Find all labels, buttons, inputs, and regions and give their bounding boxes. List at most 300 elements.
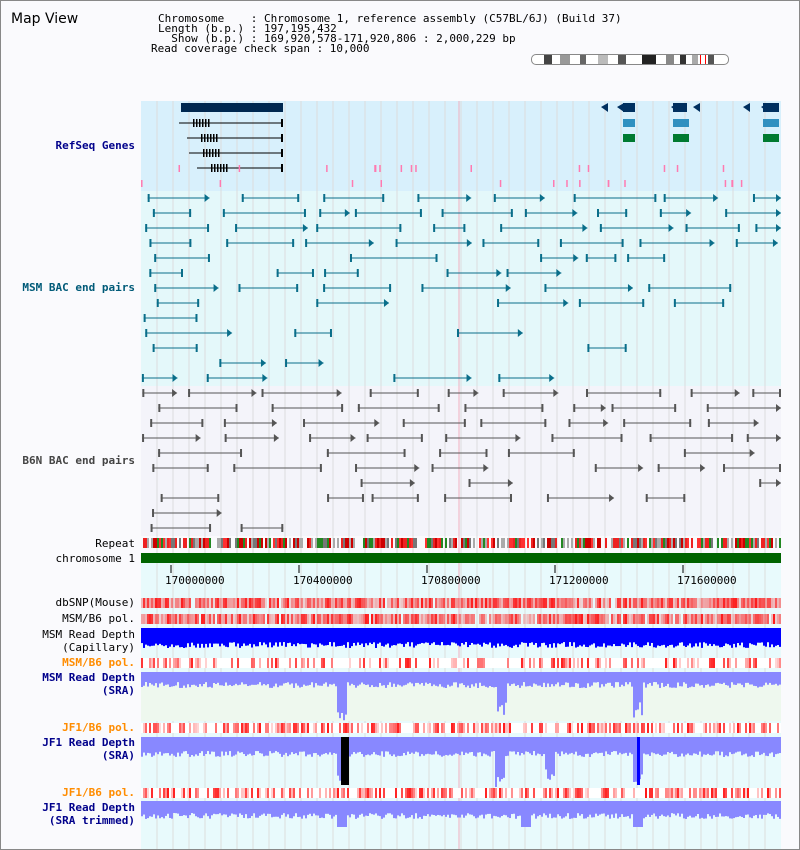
repeat-block xyxy=(585,538,587,548)
depth-bar xyxy=(553,628,555,643)
msm-bac-pair-end xyxy=(537,239,539,247)
polymorphism-cell xyxy=(257,598,259,608)
polymorphism-cell xyxy=(309,598,311,608)
depth-bar xyxy=(165,737,167,753)
repeat-block xyxy=(571,538,573,548)
depth-bar xyxy=(753,672,755,686)
msm-depth-sra-sublabel: (SRA) xyxy=(101,684,135,697)
depth-bar xyxy=(227,672,229,686)
repeat-block xyxy=(415,538,417,548)
polymorphism-cell xyxy=(213,788,215,798)
polymorphism-cell xyxy=(449,614,451,624)
depth-bar xyxy=(207,737,209,751)
depth-bar xyxy=(553,737,555,776)
depth-bar xyxy=(421,801,423,819)
polymorphism-cell xyxy=(277,614,279,624)
polymorphism-cell xyxy=(735,598,737,608)
msm-bac-pair-end xyxy=(725,209,727,217)
depth-bar xyxy=(739,628,741,645)
depth-bar xyxy=(239,628,241,648)
depth-bar xyxy=(637,628,639,646)
polymorphism-cell xyxy=(217,788,219,798)
depth-bar xyxy=(243,628,245,643)
polymorphism-cell xyxy=(341,598,343,608)
polymorphism-cell xyxy=(481,723,483,733)
depth-bar xyxy=(199,801,201,818)
depth-bar xyxy=(187,737,189,754)
repeat-block xyxy=(309,538,311,548)
depth-bar xyxy=(417,737,419,752)
b6n-bac-pair-end xyxy=(142,389,144,397)
depth-bar xyxy=(455,628,457,644)
depth-bar xyxy=(479,672,481,683)
polymorphism-cell xyxy=(315,723,317,733)
polymorphism-cell xyxy=(401,788,403,798)
refseq-tick xyxy=(471,165,473,172)
msm-bac-pair-end xyxy=(574,194,576,202)
repeat-block xyxy=(665,538,667,548)
repeat-block xyxy=(185,538,187,548)
depth-bar xyxy=(769,628,771,647)
refseq-tick xyxy=(401,165,403,172)
polymorphism-cell xyxy=(405,788,407,798)
polymorphism-cell xyxy=(301,658,303,668)
depth-bar xyxy=(183,801,185,815)
depth-bar xyxy=(567,672,569,683)
polymorphism-cell xyxy=(305,614,307,624)
polymorphism-cell xyxy=(359,788,361,798)
depth-bar xyxy=(767,737,769,756)
polymorphism-cell xyxy=(261,614,263,624)
polymorphism-cell xyxy=(399,598,401,608)
depth-bar xyxy=(593,801,595,817)
depth-bar xyxy=(767,672,769,685)
depth-bar xyxy=(151,672,153,684)
b6n-bac-pair-end xyxy=(444,494,446,502)
repeat-block xyxy=(277,538,279,548)
msm-bac-pair-end xyxy=(560,239,562,247)
msm-bac-pair-end xyxy=(597,209,599,217)
repeat-block xyxy=(413,538,415,548)
depth-bar xyxy=(719,628,721,647)
depth-bar xyxy=(719,672,721,684)
depth-bar xyxy=(631,672,633,687)
polymorphism-cell xyxy=(505,788,507,798)
polymorphism-cell xyxy=(239,598,241,608)
repeat-block xyxy=(653,538,655,548)
msm-bac-pair-end xyxy=(482,239,484,247)
msm-bac-pair-end xyxy=(219,359,221,367)
polymorphism-cell xyxy=(593,614,595,624)
depth-bar xyxy=(623,737,625,753)
depth-bar xyxy=(365,672,367,685)
polymorphism-cell xyxy=(683,614,685,624)
depth-bar xyxy=(405,801,407,818)
depth-bar xyxy=(389,672,391,682)
gene-feature xyxy=(181,103,283,112)
depth-bar xyxy=(405,628,407,644)
polymorphism-cell xyxy=(641,598,643,608)
exon xyxy=(208,119,210,127)
depth-bar xyxy=(621,628,623,644)
polymorphism-cell xyxy=(725,598,727,608)
depth-bar xyxy=(635,628,637,644)
polymorphism-cell xyxy=(325,598,327,608)
polymorphism-cell xyxy=(517,598,519,608)
depth-bar xyxy=(173,801,175,813)
polymorphism-cell xyxy=(511,598,513,608)
depth-bar xyxy=(181,801,183,816)
depth-bar xyxy=(161,628,163,645)
polymorphism-cell xyxy=(647,614,649,624)
polymorphism-cell xyxy=(215,723,217,733)
polymorphism-cell xyxy=(189,614,191,624)
depth-bar xyxy=(545,801,547,815)
polymorphism-cell xyxy=(715,598,717,608)
polymorphism-cell xyxy=(437,614,439,624)
polymorphism-cell xyxy=(531,614,533,624)
depth-bar xyxy=(679,628,681,643)
polymorphism-cell xyxy=(631,658,633,668)
polymorphism-cell xyxy=(673,658,675,668)
exon xyxy=(201,134,203,142)
repeat-block xyxy=(641,538,643,548)
polymorphism-cell xyxy=(251,658,253,668)
depth-bar xyxy=(167,672,169,684)
polymorphism-cell xyxy=(311,788,313,798)
depth-bar xyxy=(401,737,403,756)
repeat-block xyxy=(433,538,435,548)
polymorphism-cell xyxy=(385,614,387,624)
depth-bar xyxy=(389,801,391,813)
depth-bar xyxy=(371,672,373,685)
depth-bar xyxy=(169,801,171,818)
depth-bar xyxy=(615,801,617,814)
polymorphism-cell xyxy=(677,598,679,608)
depth-bar xyxy=(507,801,509,817)
repeat-block xyxy=(589,538,591,548)
depth-bar xyxy=(323,801,325,818)
polymorphism-cell xyxy=(437,723,439,733)
polymorphism-cell xyxy=(725,614,727,624)
polymorphism-cell xyxy=(753,723,755,733)
polymorphism-cell xyxy=(199,598,201,608)
depth-bar xyxy=(769,737,771,753)
depth-bar xyxy=(479,801,481,815)
depth-bar xyxy=(563,672,565,685)
depth-bar xyxy=(741,801,743,817)
b6n-bac-pair-end xyxy=(370,389,372,397)
repeat-block xyxy=(521,538,523,548)
depth-bar xyxy=(361,672,363,683)
depth-bar xyxy=(221,801,223,815)
repeat-block xyxy=(323,538,325,548)
polymorphism-cell xyxy=(737,614,739,624)
polymorphism-cell xyxy=(163,788,165,798)
polymorphism-cell xyxy=(525,723,527,733)
depth-bar xyxy=(241,801,243,815)
depth-bar xyxy=(501,672,503,705)
polymorphism-cell xyxy=(463,598,465,608)
b6n-bac-pair-end xyxy=(485,449,487,457)
polymorphism-cell xyxy=(691,723,693,733)
repeat-block xyxy=(643,538,645,548)
depth-bar xyxy=(269,737,271,751)
polymorphism-cell xyxy=(351,598,353,608)
depth-bar xyxy=(185,737,187,751)
exon xyxy=(206,149,208,157)
depth-bar xyxy=(287,628,289,643)
depth-bar xyxy=(771,737,773,752)
repeat-block xyxy=(487,538,489,548)
polymorphism-cell xyxy=(347,723,349,733)
polymorphism-cell xyxy=(195,598,197,608)
polymorphism-cell xyxy=(299,788,301,798)
depth-bar xyxy=(597,628,599,646)
polymorphism-cell xyxy=(569,614,571,624)
polymorphism-cell xyxy=(645,598,647,608)
depth-bar xyxy=(219,672,221,685)
depth-bar xyxy=(435,801,437,816)
repeat-block xyxy=(227,538,229,548)
depth-bar xyxy=(393,628,395,645)
polymorphism-cell xyxy=(643,614,645,624)
msm-bac-label[interactable]: MSM BAC end pairs xyxy=(22,281,135,294)
depth-bar xyxy=(153,737,155,756)
polymorphism-cell xyxy=(493,723,495,733)
polymorphism-cell xyxy=(247,598,249,608)
polymorphism-cell xyxy=(471,598,473,608)
polymorphism-cell xyxy=(703,723,705,733)
polymorphism-cell xyxy=(289,598,291,608)
msm-bac-pair-end xyxy=(447,269,449,277)
depth-bar xyxy=(715,737,717,751)
msm-bac-pair-end xyxy=(579,299,581,307)
exon xyxy=(215,149,217,157)
depth-bar xyxy=(579,801,581,816)
polymorphism-cell xyxy=(225,598,227,608)
depth-bar xyxy=(605,801,607,816)
depth-bar xyxy=(451,801,453,814)
polymorphism-cell xyxy=(243,614,245,624)
depth-bar xyxy=(465,737,467,753)
depth-bar xyxy=(363,672,365,684)
b6n-bac-pair-end xyxy=(573,404,575,412)
depth-bar xyxy=(349,672,351,686)
depth-bar xyxy=(529,628,531,643)
depth-bar xyxy=(475,737,477,757)
depth-bar xyxy=(317,672,319,685)
polymorphism-cell xyxy=(561,598,563,608)
depth-bar xyxy=(421,737,423,754)
refseq-genes-label[interactable]: RefSeq Genes xyxy=(55,139,135,152)
depth-bar xyxy=(179,672,181,688)
polymorphism-cell xyxy=(277,598,279,608)
polymorphism-cell xyxy=(707,598,709,608)
polymorphism-cell xyxy=(743,788,745,798)
depth-bar xyxy=(561,628,563,643)
polymorphism-cell xyxy=(261,598,263,608)
depth-bar xyxy=(425,737,427,754)
depth-bar xyxy=(293,628,295,644)
depth-bar xyxy=(453,628,455,643)
polymorphism-cell xyxy=(279,723,281,733)
repeat-block xyxy=(763,538,765,548)
depth-bar xyxy=(557,737,559,754)
b6n-bac-pair-end xyxy=(327,494,329,502)
polymorphism-cell xyxy=(327,723,329,733)
repeat-block xyxy=(765,538,767,548)
polymorphism-cell xyxy=(389,614,391,624)
depth-bar xyxy=(333,737,335,753)
depth-bar xyxy=(199,737,201,753)
depth-bar xyxy=(705,628,707,643)
depth-bar xyxy=(527,737,529,752)
depth-bar xyxy=(349,628,351,648)
depth-bar xyxy=(667,628,669,646)
polymorphism-cell xyxy=(663,614,665,624)
polymorphism-cell xyxy=(395,598,397,608)
refseq-tick xyxy=(239,165,241,172)
polymorphism-cell xyxy=(391,598,393,608)
depth-bar xyxy=(755,737,757,752)
depth-bar xyxy=(751,737,753,755)
polymorphism-cell xyxy=(289,723,291,733)
polymorphism-cell xyxy=(461,598,463,608)
repeat-block xyxy=(205,538,207,548)
repeat-block xyxy=(599,538,601,548)
depth-bar xyxy=(489,801,491,814)
depth-bar xyxy=(485,801,487,815)
polymorphism-cell xyxy=(779,598,781,608)
polymorphism-cell xyxy=(273,598,275,608)
depth-bar xyxy=(551,737,553,774)
polymorphism-cell xyxy=(767,598,769,608)
depth-bar xyxy=(589,737,591,757)
repeat-block xyxy=(409,538,411,548)
depth-bar xyxy=(159,672,161,684)
b6n-bac-pair-end xyxy=(658,464,660,472)
polymorphism-cell xyxy=(543,614,545,624)
depth-bar xyxy=(623,672,625,686)
depth-bar xyxy=(395,801,397,818)
repeat-block xyxy=(385,538,387,548)
depth-bar xyxy=(501,801,503,816)
polymorphism-cell xyxy=(545,614,547,624)
polymorphism-cell xyxy=(357,614,359,624)
polymorphism-cell xyxy=(761,614,763,624)
polymorphism-cell xyxy=(499,788,501,798)
repeat-block xyxy=(171,538,173,548)
depth-bar xyxy=(777,672,779,686)
depth-bar xyxy=(645,628,647,645)
polymorphism-cell xyxy=(745,788,747,798)
depth-bar xyxy=(679,801,681,817)
polymorphism-cell xyxy=(313,614,315,624)
repeat-block xyxy=(373,538,375,548)
depth-bar xyxy=(487,737,489,756)
polymorphism-cell xyxy=(715,788,717,798)
depth-bar xyxy=(313,801,315,814)
polymorphism-cell xyxy=(187,614,189,624)
depth-bar xyxy=(255,801,257,818)
repeat-block xyxy=(439,538,441,548)
polymorphism-cell xyxy=(409,614,411,624)
depth-bar xyxy=(617,628,619,646)
repeat-block xyxy=(251,538,253,548)
depth-bar xyxy=(449,737,451,755)
exon xyxy=(216,134,218,142)
exon xyxy=(212,149,214,157)
depth-bar xyxy=(659,737,661,755)
polymorphism-cell xyxy=(301,723,303,733)
depth-bar xyxy=(651,628,653,643)
polymorphism-cell xyxy=(585,614,587,624)
polymorphism-cell xyxy=(319,788,321,798)
depth-bar xyxy=(657,628,659,645)
polymorphism-cell xyxy=(407,658,409,668)
depth-bar xyxy=(175,737,177,757)
depth-bar xyxy=(655,672,657,682)
polymorphism-cell xyxy=(499,598,501,608)
repeat-block xyxy=(153,538,155,548)
polymorphism-cell xyxy=(695,614,697,624)
depth-bar xyxy=(653,672,655,682)
polymorphism-cell xyxy=(541,598,543,608)
depth-bar xyxy=(385,628,387,645)
depth-bar xyxy=(541,672,543,687)
depth-bar xyxy=(171,628,173,644)
polymorphism-cell xyxy=(529,658,531,668)
depth-bar xyxy=(575,801,577,818)
depth-bar xyxy=(625,801,627,817)
polymorphism-cell xyxy=(777,614,779,624)
polymorphism-cell xyxy=(523,658,525,668)
depth-bar xyxy=(641,737,643,774)
repeat-block xyxy=(425,538,427,548)
gene-feature xyxy=(763,134,779,142)
repeat-block xyxy=(703,538,705,548)
b6n-bac-label[interactable]: B6N BAC end pairs xyxy=(22,454,135,467)
depth-bar xyxy=(681,628,683,642)
depth-bar xyxy=(415,628,417,646)
depth-bar xyxy=(257,628,259,646)
depth-bar xyxy=(505,628,507,645)
polymorphism-cell xyxy=(153,658,155,668)
refseq-tick xyxy=(220,180,222,187)
depth-bar xyxy=(589,801,591,815)
depth-bar xyxy=(543,628,545,643)
depth-bar xyxy=(607,672,609,683)
repeat-block xyxy=(567,538,569,548)
polymorphism-cell xyxy=(559,598,561,608)
refseq-tick xyxy=(664,165,666,172)
depth-bar xyxy=(665,672,667,686)
depth-bar xyxy=(317,628,319,647)
polymorphism-cell xyxy=(259,658,261,668)
polymorphism-cell xyxy=(159,614,161,624)
depth-bar xyxy=(625,628,627,647)
msm-bac-pair-end xyxy=(417,194,419,202)
depth-bar xyxy=(711,737,713,755)
depth-bar xyxy=(691,801,693,818)
polymorphism-cell xyxy=(329,598,331,608)
depth-bar xyxy=(499,628,501,646)
polymorphism-cell xyxy=(323,598,325,608)
depth-bar xyxy=(395,672,397,687)
depth-bar xyxy=(665,737,667,755)
depth-bar xyxy=(481,801,483,815)
